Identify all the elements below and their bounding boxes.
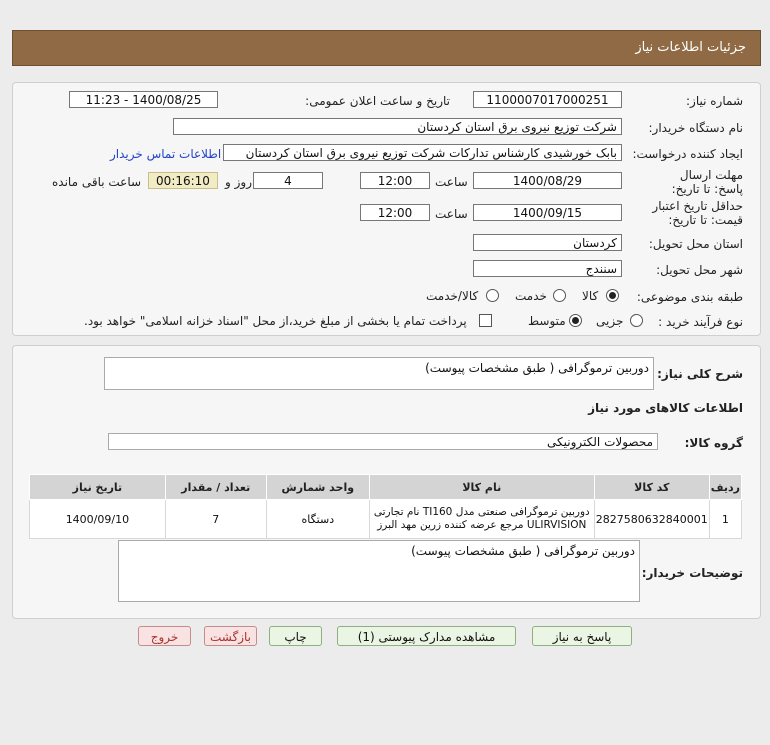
announce-label: تاریخ و ساعت اعلان عمومی: xyxy=(305,94,450,108)
reply-to-need-button[interactable]: پاسخ به نیاز xyxy=(532,626,632,646)
cell-unit: دستگاه xyxy=(266,500,369,539)
back-button[interactable]: بازگشت xyxy=(204,626,257,646)
cell-qty: 7 xyxy=(165,500,266,539)
col-date: تاریخ نیاز xyxy=(30,475,166,500)
reply-time-label: ساعت xyxy=(435,175,468,189)
table-row xyxy=(30,500,742,539)
col-row: ردیف xyxy=(709,475,741,500)
province-label: استان محل تحویل: xyxy=(648,237,743,251)
contact-buyer-link[interactable]: اطلاعات تماس خریدار xyxy=(110,147,222,161)
cell-name: دوربین ترموگرافی صنعتی مدل TI160 نام تجارتی ULIRVISION مرجع عرضه کننده زرین مهد البرز xyxy=(369,500,594,539)
category-goods-label: کالا xyxy=(582,289,599,303)
reply-date-field: 1400/08/29 xyxy=(473,172,622,189)
remaining-time-field: 00:16:10 xyxy=(148,172,218,189)
remaining-label: ساعت باقی مانده xyxy=(52,175,142,189)
purchase-type-label: نوع فرآیند خرید : xyxy=(658,315,743,329)
treasury-payment-note: پرداخت تمام یا بخشی از مبلغ خرید،از محل "اسناد خزانه اسلامی" خواهد بود. xyxy=(84,314,467,328)
col-qty: تعداد / مقدار xyxy=(165,475,266,500)
buyer-notes-field: دوربین ترموگرافی ( طبق مشخصات پیوست) xyxy=(118,540,640,602)
reply-time-field: 12:00 xyxy=(360,172,430,189)
goods-table-header xyxy=(30,475,742,500)
buyer-org-label: نام دستگاه خریدار: xyxy=(648,121,743,135)
need-number-field: 1100007017000251 xyxy=(473,91,622,108)
goods-group-field: محصولات الکترونیکی xyxy=(108,433,658,450)
treasury-payment-checkbox[interactable] xyxy=(479,314,492,327)
category-service-radio[interactable] xyxy=(553,289,566,302)
category-goods-radio[interactable] xyxy=(606,289,619,302)
cell-date: 1400/09/10 xyxy=(30,500,166,539)
category-service-label: خدمت xyxy=(515,289,547,303)
col-code: کد کالا xyxy=(594,475,709,500)
validity-date-field: 1400/09/15 xyxy=(473,204,622,221)
purchase-medium-radio[interactable] xyxy=(569,314,582,327)
need-summary-label: شرح کلی نیاز: xyxy=(657,367,743,381)
buyer-notes-label: توضیحات خریدار: xyxy=(641,566,743,580)
city-field: سنندج xyxy=(473,260,622,277)
validity-time-field: 12:00 xyxy=(360,204,430,221)
province-field: کردستان xyxy=(473,234,622,251)
col-name: نام کالا xyxy=(369,475,594,500)
page-title: جزئیات اطلاعات نیاز xyxy=(635,40,746,55)
need-number-label: شماره نیاز: xyxy=(686,94,743,108)
goods-info-title: اطلاعات کالاهای مورد نیاز xyxy=(588,401,743,415)
page-title-bar xyxy=(12,30,761,66)
goods-group-label: گروه کالا: xyxy=(684,436,743,450)
need-summary-field: دوربین ترموگرافی ( طبق مشخصات پیوست) xyxy=(104,357,654,390)
cell-row: 1 xyxy=(709,500,741,539)
purchase-partial-radio[interactable] xyxy=(630,314,643,327)
view-attachments-button[interactable]: مشاهده مدارک پیوستی (1) xyxy=(337,626,516,646)
exit-button[interactable]: خروج xyxy=(138,626,191,646)
purchase-medium-label: متوسط xyxy=(528,314,566,328)
col-unit: واحد شمارش xyxy=(266,475,369,500)
category-label: طبقه بندی موضوعی: xyxy=(636,290,743,304)
purchase-partial-label: جزیی xyxy=(596,314,624,328)
buyer-org-field: شرکت توزیع نیروی برق استان کردستان xyxy=(173,118,622,135)
print-button[interactable]: چاپ xyxy=(269,626,322,646)
category-goods-service-label: کالا/خدمت xyxy=(426,289,479,303)
cell-code: 2827580632840001 xyxy=(594,500,709,539)
goods-table xyxy=(29,474,742,539)
validity-label: حداقل تاریخ اعتبار قیمت: تا تاریخ: xyxy=(652,199,743,227)
validity-time-label: ساعت xyxy=(435,207,468,221)
creator-field: بابک خورشیدی کارشناس تدارکات شرکت توزیع نیروی برق استان کردستان xyxy=(223,144,622,161)
announce-field: 1400/08/25 - 11:23 xyxy=(69,91,218,108)
days-field: 4 xyxy=(253,172,323,189)
reply-deadline-label: مهلت ارسال پاسخ: تا تاریخ: xyxy=(671,168,743,196)
city-label: شهر محل تحویل: xyxy=(656,263,743,277)
days-label: روز و xyxy=(225,175,252,189)
creator-label: ایجاد کننده درخواست: xyxy=(632,147,743,161)
category-goods-service-radio[interactable] xyxy=(486,289,499,302)
